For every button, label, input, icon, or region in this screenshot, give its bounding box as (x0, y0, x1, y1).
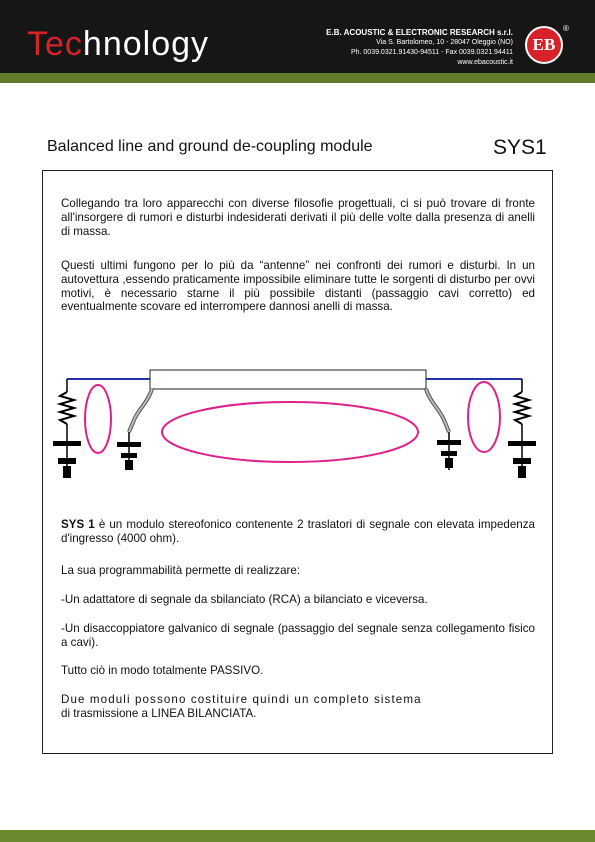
feature-decoupler: -Un disaccoppiatore galvanico di segnale (passaggio del segnale senza collegamento fisico a cavi). (61, 622, 535, 649)
brand-logo: Technology (27, 25, 210, 63)
product-description: SYS 1 è un modulo stereofonico contenente 2 traslatori di segnale con elevata impedenza d'ingresso (4000 ohm). (61, 518, 535, 545)
page-title: Balanced line and ground de-coupling module (47, 138, 373, 155)
right-inner-ground-plate (437, 440, 461, 445)
header-banner (0, 0, 595, 73)
footer-bar (0, 830, 595, 842)
passive-note: Tutto ciò in modo totalmente PASSIVO. (61, 664, 264, 677)
programmability-intro: La sua programmabilità permette di realizzare: (61, 564, 301, 577)
center-ground-loop (162, 402, 418, 462)
feature-adapter: -Un adattatore di segnale da sbilanciato (RCA) a bilanciato e viceversa. (61, 593, 428, 606)
company-phone-fax: Ph. 0039.0321.91430-94511 - Fax 0039.0321.94411 (350, 49, 513, 56)
ground-loop-diagram (50, 362, 550, 487)
right-resistor-icon (515, 392, 529, 424)
eb-logo-badge: EB (525, 26, 563, 64)
balanced-line-note: Due moduli possono costituire quindi un completo sistema di trasmissione a LINEA BILANCIATA. (61, 693, 422, 720)
left-inner-ground-plate (117, 442, 141, 447)
cable-tube (150, 370, 426, 389)
company-website: www.ebacoustic.it (457, 59, 513, 66)
header-accent-bar (0, 73, 595, 83)
right-ground-plate-2 (513, 458, 531, 464)
left-ground-plate-2 (58, 458, 76, 464)
intro-paragraph-1: Collegando tra loro apparecchi con diverse filosofie progettuali, ci si può trovare di fronte all'insorgere di rumori e disturbi indesiderati derivati il più delle volte dalla presenza di anelli di massa. (61, 197, 535, 238)
product-code: SYS1 (493, 136, 547, 159)
company-info (326, 28, 513, 68)
right-ground-loop (468, 382, 500, 452)
left-ground-loop (85, 385, 111, 453)
registered-mark: ® (563, 24, 569, 33)
intro-paragraph-2: Questi ultimi fungono per lo più da “antenne” nei confronti dei rumori e disturbi. In un autovettura ,essendo praticamente impossibile eliminare tutte le sorgenti di disturbo per ovvi motivi, è necessario starne il più possibile distanti (passaggio cavi corretto) ed eventualmente scovare ed interrompere dannosi anelli di massa. (61, 259, 535, 314)
left-resistor-icon (60, 392, 74, 424)
company-name: E.B. ACOUSTIC & ELECTRONIC RESEARCH s.r.l. (326, 28, 513, 37)
right-ground-plate-1 (508, 441, 536, 446)
company-address: Via S. Bartolomeo, 10 - 28047 Oleggio (NO) (376, 39, 513, 46)
left-ground-plate-1 (53, 441, 81, 446)
